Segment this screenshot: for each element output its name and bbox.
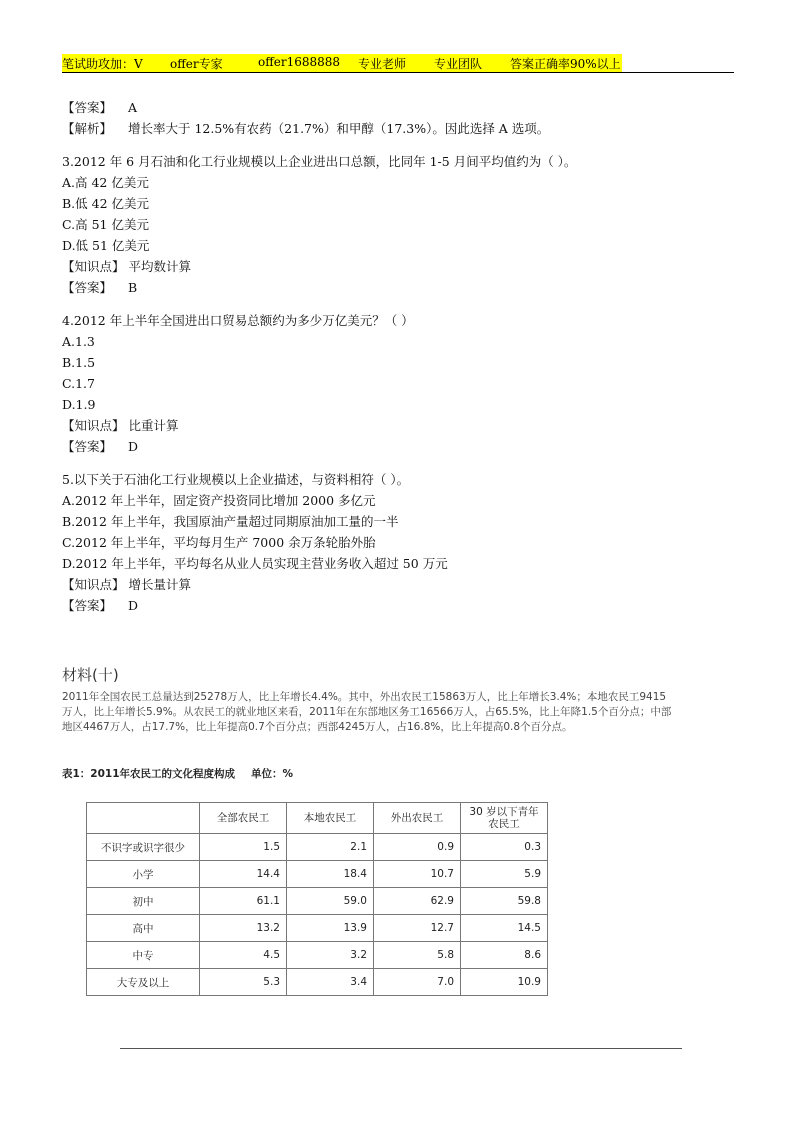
q4-answer bbox=[62, 436, 742, 457]
table-row-label: 大专及以上 bbox=[87, 969, 200, 996]
q4-option: A.1.3 bbox=[62, 334, 95, 349]
banner-item: 答案正确率90%以上 bbox=[510, 57, 621, 71]
analysis-text: 增长率大于 12.5%有农药（21.7%）和甲醇（17.3%）。因此选择 A 选项。 bbox=[127, 121, 550, 136]
kp-value: 比重计算 bbox=[128, 418, 179, 433]
table-cell: 5.9 bbox=[461, 861, 548, 888]
table-cell: 1.5 bbox=[200, 834, 287, 861]
table-cell: 61.1 bbox=[200, 888, 287, 915]
q4-option: C.1.7 bbox=[62, 376, 95, 391]
q4-stem: 4.2012 年上半年全国进出口贸易总额约为多少万亿美元？（ ） bbox=[62, 313, 414, 328]
table-unit: 单位：% bbox=[251, 768, 294, 780]
table-cell: 14.5 bbox=[461, 915, 548, 942]
table-row bbox=[87, 969, 548, 996]
q5-knowledge-point bbox=[62, 574, 742, 595]
table-cell: 10.7 bbox=[374, 861, 461, 888]
q3-answer bbox=[62, 277, 742, 298]
table-cell: 13.9 bbox=[287, 915, 374, 942]
table-header-cell: 外出农民工 bbox=[374, 803, 461, 834]
answer-value: D bbox=[127, 439, 139, 454]
table-row bbox=[87, 942, 548, 969]
table-row-label: 初中 bbox=[87, 888, 200, 915]
table-cell: 62.9 bbox=[374, 888, 461, 915]
banner-item: offer1688888 bbox=[258, 55, 341, 69]
answer-tag: 【答案】 bbox=[62, 598, 113, 613]
q5-option: C.2012 年上半年，平均每月生产 7000 余万条轮胎外胎 bbox=[62, 535, 376, 550]
table-cell: 12.7 bbox=[374, 915, 461, 942]
q3-option: A.高 42 亿美元 bbox=[62, 175, 149, 190]
table-cell: 5.3 bbox=[200, 969, 287, 996]
answer-value: D bbox=[127, 598, 139, 613]
table-cell: 0.9 bbox=[374, 834, 461, 861]
table-caption bbox=[62, 766, 293, 781]
q2-answer bbox=[62, 97, 742, 118]
analysis-tag: 【解析】 bbox=[62, 121, 113, 136]
q5-option: D.2012 年上半年，平均每名从业人员实现主营业务收入超过 50 万元 bbox=[62, 556, 448, 571]
q4-option: D.1.9 bbox=[62, 397, 96, 412]
q5-option: B.2012 年上半年，我国原油产量超过同期原油加工量的一半 bbox=[62, 514, 399, 529]
q3-option: B.低 42 亿美元 bbox=[62, 196, 150, 211]
table-row bbox=[87, 915, 548, 942]
kp-tag: 【知识点】 bbox=[62, 577, 125, 592]
education-table bbox=[86, 802, 548, 996]
q2-analysis bbox=[62, 118, 742, 139]
material-paragraph: 2011年全国农民工总量达到25278万人，比上年增长4.4%。其中，外出农民工15863万人，比上年增长3.4%；本地农民工9415万人，比上年增长5.9%。从农民工的就业地区来看，2011年在东部地区务工16566万人，占65.5%，比上年降1.5个百分点；中部地区4467万人，占17.7%，比上年提高0.7个百分点；西部4245万人，占16.8%，比上年提高0.8个百分点。 bbox=[62, 691, 672, 733]
banner-item: 专业老师 bbox=[358, 57, 407, 71]
table-title: 表1：2011年农民工的文化程度构成 bbox=[62, 768, 236, 780]
table-header-cell: 全部农民工 bbox=[200, 803, 287, 834]
table-header-row bbox=[87, 803, 548, 834]
table-cell: 5.8 bbox=[374, 942, 461, 969]
table-cell: 4.5 bbox=[200, 942, 287, 969]
banner-item: 笔试助攻加：V bbox=[62, 57, 143, 71]
table-cell: 8.6 bbox=[461, 942, 548, 969]
banner-item: offer专家 bbox=[170, 57, 223, 71]
table-cell: 3.4 bbox=[287, 969, 374, 996]
q5-answer bbox=[62, 595, 742, 616]
table-cell: 3.2 bbox=[287, 942, 374, 969]
table-row-label: 小学 bbox=[87, 861, 200, 888]
q3-option: C.高 51 亿美元 bbox=[62, 217, 149, 232]
answer-tag: 【答案】 bbox=[62, 280, 113, 295]
table-row-label: 不识字或识字很少 bbox=[87, 834, 200, 861]
kp-tag: 【知识点】 bbox=[62, 259, 125, 274]
q4-option: B.1.5 bbox=[62, 355, 96, 370]
table-cell: 10.9 bbox=[461, 969, 548, 996]
kp-value: 平均数计算 bbox=[128, 259, 192, 274]
table-row bbox=[87, 861, 548, 888]
footer-rule bbox=[120, 1048, 682, 1049]
question-content bbox=[62, 97, 742, 616]
q4-knowledge-point bbox=[62, 415, 742, 436]
answer-value: B bbox=[127, 280, 138, 295]
header-banner bbox=[62, 54, 734, 73]
table-row bbox=[87, 888, 548, 915]
table-header-cell: 30 岁以下青年农民工 bbox=[461, 803, 548, 834]
table-cell: 14.4 bbox=[200, 861, 287, 888]
answer-tag: 【答案】 bbox=[62, 100, 113, 115]
table-header-cell: 本地农民工 bbox=[287, 803, 374, 834]
kp-value: 增长量计算 bbox=[128, 577, 192, 592]
table-cell: 0.3 bbox=[461, 834, 548, 861]
table-header-cell bbox=[87, 803, 200, 834]
table-row-label: 高中 bbox=[87, 915, 200, 942]
q3-knowledge-point bbox=[62, 256, 742, 277]
material-title: 材料(十) bbox=[62, 666, 119, 684]
answer-value: A bbox=[127, 100, 138, 115]
kp-tag: 【知识点】 bbox=[62, 418, 125, 433]
table-row bbox=[87, 834, 548, 861]
table-cell: 13.2 bbox=[200, 915, 287, 942]
q5-option: A.2012 年上半年，固定资产投资同比增加 2000 多亿元 bbox=[62, 493, 376, 508]
banner-item: 专业团队 bbox=[434, 57, 483, 71]
table-cell: 18.4 bbox=[287, 861, 374, 888]
table-cell: 2.1 bbox=[287, 834, 374, 861]
q3-option: D.低 51 亿美元 bbox=[62, 238, 150, 253]
table-cell: 59.8 bbox=[461, 888, 548, 915]
table-cell: 59.0 bbox=[287, 888, 374, 915]
table-cell: 7.0 bbox=[374, 969, 461, 996]
q5-stem: 5.以下关于石油化工行业规模以上企业描述，与资料相符（ ）。 bbox=[62, 472, 410, 487]
answer-tag: 【答案】 bbox=[62, 439, 113, 454]
q3-stem: 3.2012 年 6 月石油和化工行业规模以上企业进出口总额，比同年 1-5 月间平均值约为（ ）。 bbox=[62, 154, 577, 169]
table-row-label: 中专 bbox=[87, 942, 200, 969]
